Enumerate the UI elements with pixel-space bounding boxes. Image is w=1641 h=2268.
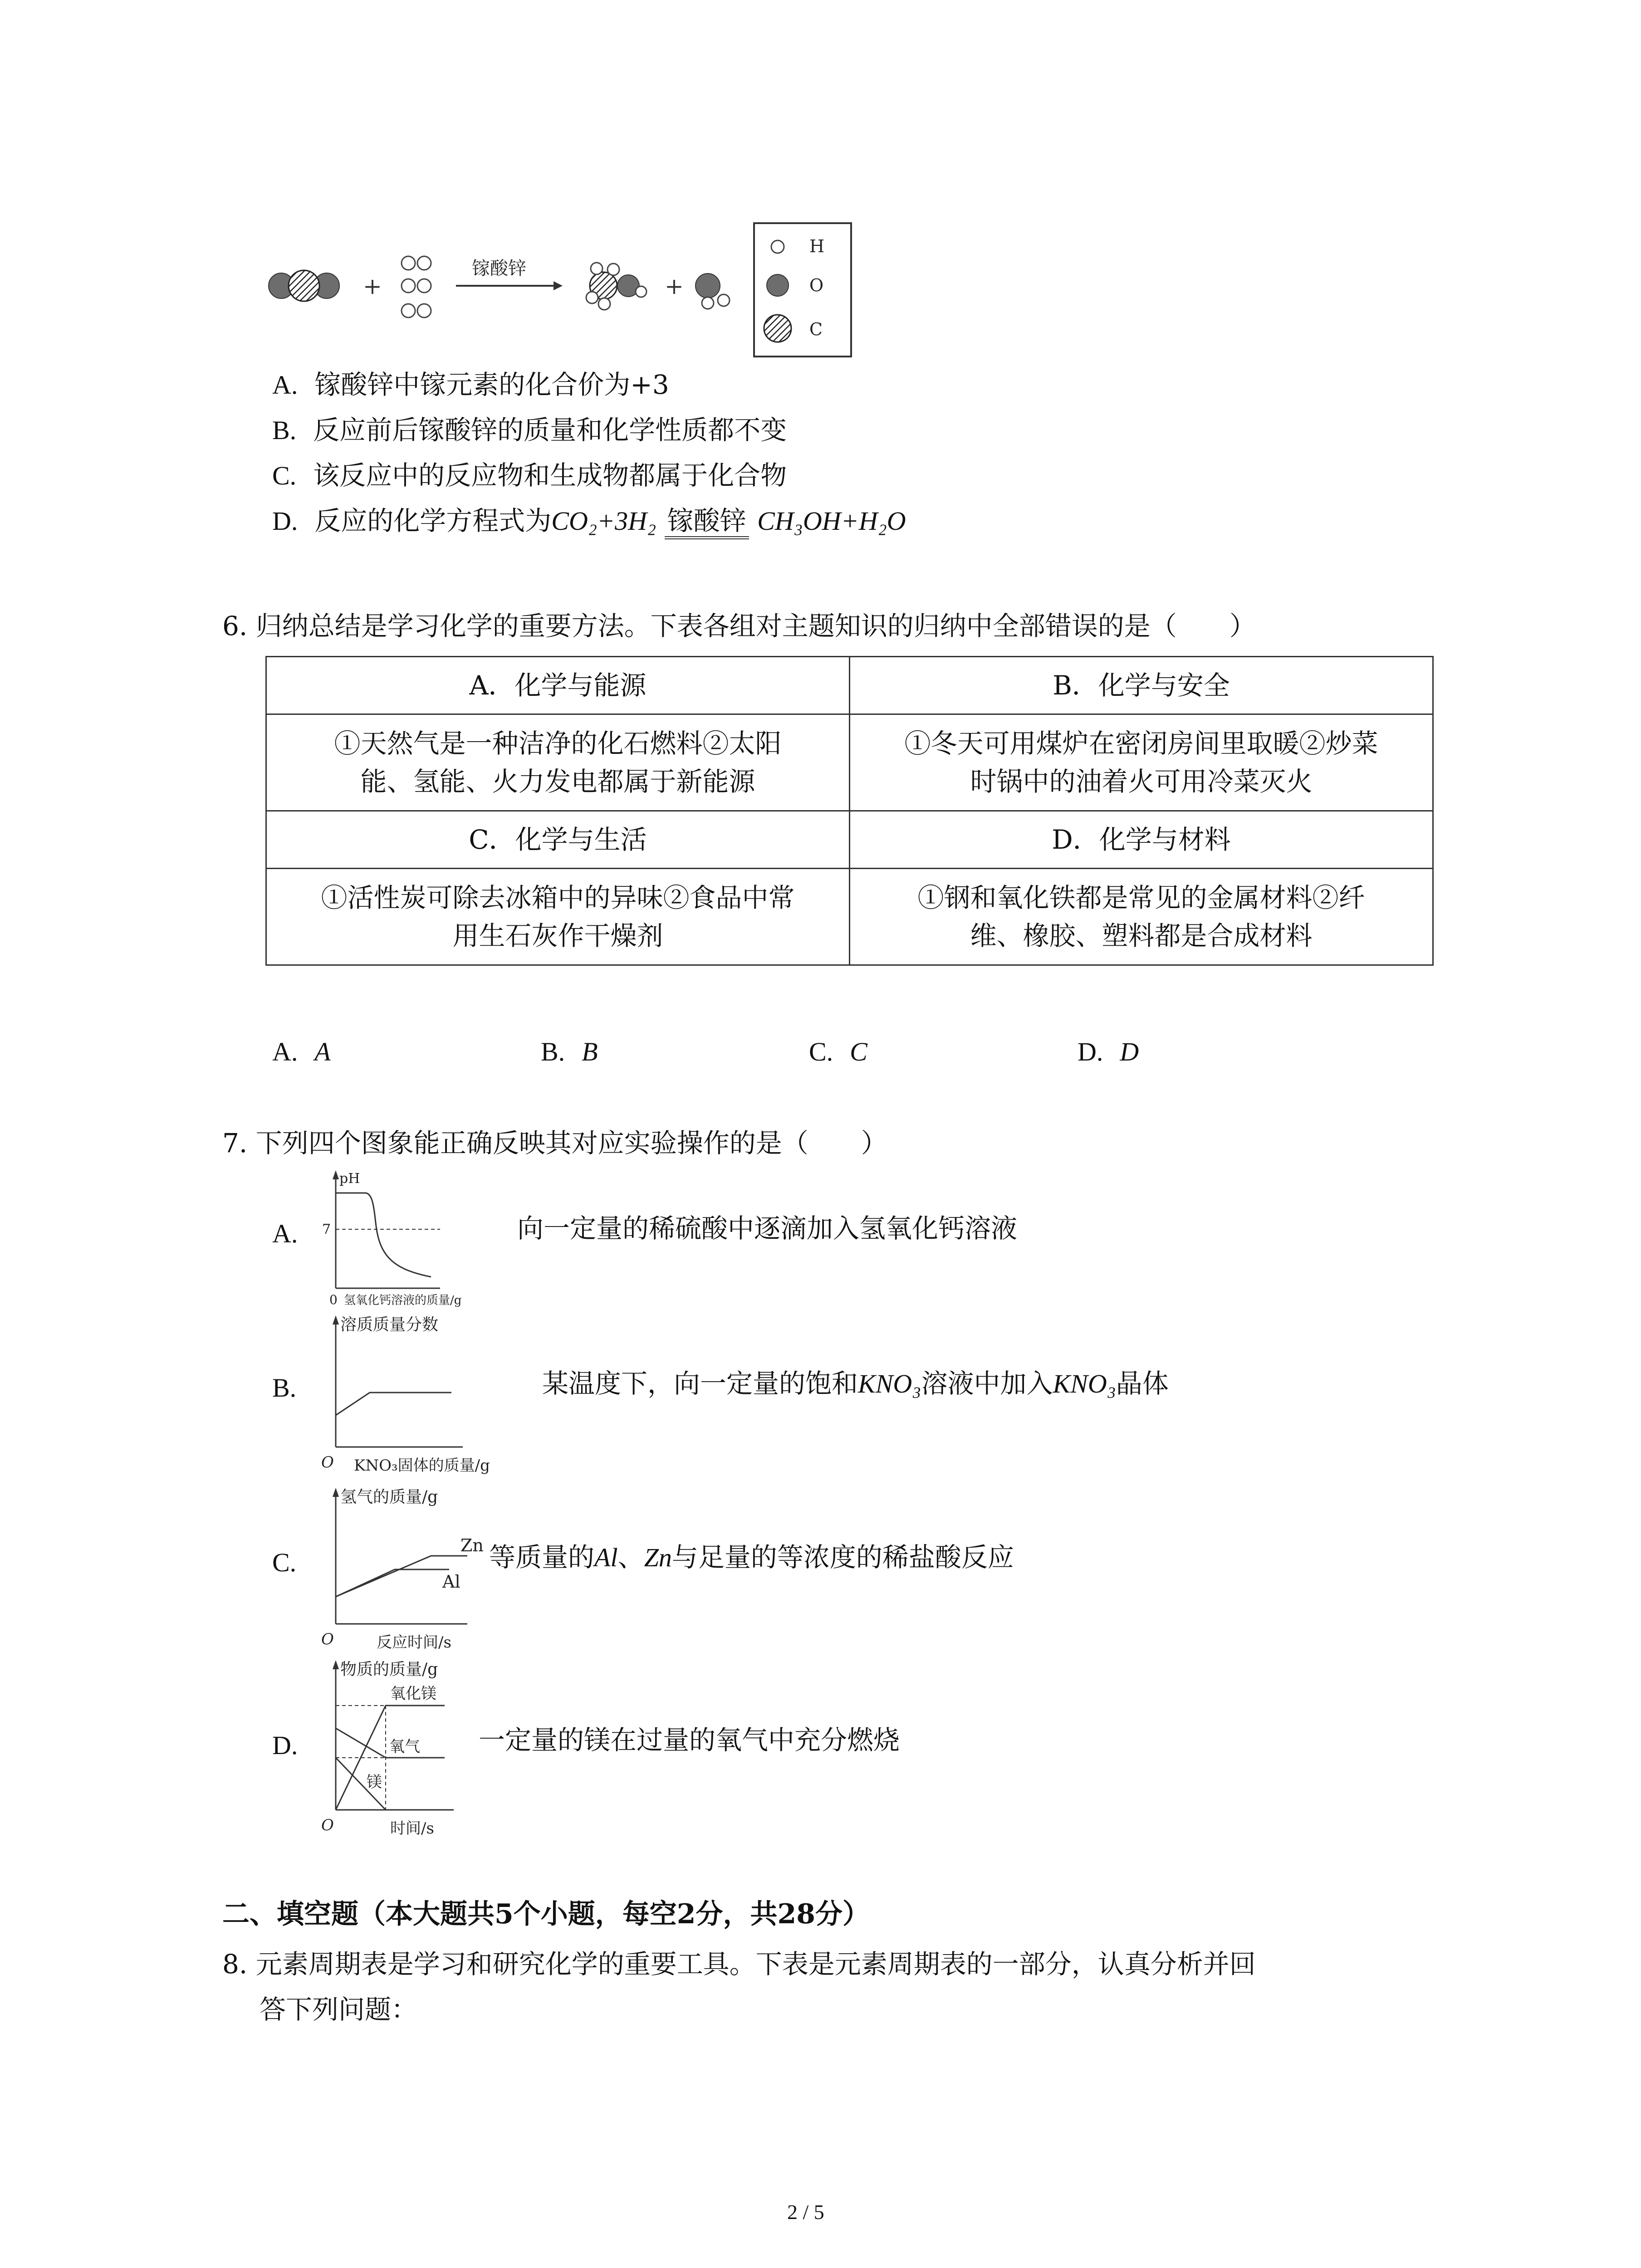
graph-a-xlabel: 氢氧化钙溶液的质量/g: [344, 1294, 462, 1307]
q7-option-c-letter: C.: [272, 1548, 297, 1577]
option-text: 反应的化学方程式为: [314, 505, 552, 536]
ch3oh-molecule-icon: [586, 263, 647, 310]
graph-d-mg-label: 镁: [367, 1773, 382, 1791]
q7-graph-b: [313, 1311, 549, 1474]
graph-b-ylabel: 溶质质量分数: [340, 1315, 439, 1334]
carbon-atom-icon: [764, 315, 791, 342]
choice-letter: D.: [1078, 1037, 1103, 1066]
graph-c-zn-label: Zn: [460, 1535, 484, 1555]
legend-c: C: [809, 319, 823, 339]
choice-letter: C.: [809, 1037, 833, 1066]
q6-choice-c: [809, 1033, 867, 1070]
q5-option-c: [272, 457, 787, 494]
formula-kno3: KNO₃: [1053, 1369, 1116, 1398]
option-text-part: 、: [617, 1542, 644, 1573]
cell-line: ①活性炭可除去冰箱中的异味②食品中常: [321, 882, 795, 913]
cell-line: 维、橡胶、塑料都是合成材料: [970, 920, 1313, 951]
q7-graph-d: [313, 1656, 504, 1837]
cell-line: ①天然气是一种洁净的化石燃料②太阳: [334, 728, 782, 759]
graph-a-ylabel: pH: [339, 1171, 360, 1187]
q5-option-a: [272, 367, 669, 403]
q7-option-a-letter: A.: [272, 1219, 298, 1248]
graph-c-al-line: [336, 1569, 449, 1597]
hydrogen-atom-icon: [771, 240, 784, 253]
cell-line: ①冬天可用煤炉在密闭房间里取暖②炒菜: [904, 728, 1378, 759]
table-cell-a-head: A．化学与能源: [266, 657, 850, 714]
plus-sign-1: +: [363, 273, 382, 299]
option-text: 镓酸锌中镓元素的化合价为+3: [314, 369, 669, 400]
graph-d-o2-label: 氧气: [389, 1738, 420, 1756]
q7-option-b-letter: B.: [272, 1373, 297, 1403]
option-text-part: 晶体: [1116, 1368, 1169, 1399]
h2o-molecule-icon: [696, 274, 730, 309]
graph-c-ylabel: 氢气的质量/g: [340, 1488, 438, 1506]
q7-option-d-text: 一定量的镁在过量的氧气中充分燃烧: [479, 1725, 900, 1755]
table-cell-b-body: [850, 714, 1433, 811]
cell-line: 时锅中的油着火可用冷菜灭火: [970, 766, 1313, 797]
catalyst-label: 镓酸锌: [472, 258, 526, 279]
graph-d-origin: O: [321, 1816, 334, 1834]
page-number: 2 / 5: [787, 2200, 824, 2224]
graph-b-xlabel: KNO₃固体的质量/g: [354, 1457, 490, 1474]
formula-kno3: KNO₃: [858, 1369, 921, 1398]
graph-d-mgo-label: 氧化镁: [390, 1685, 436, 1703]
oxygen-atom-icon: [767, 274, 789, 296]
q7-option-b-text: [542, 1365, 1169, 1402]
formula-al: Al: [594, 1543, 618, 1572]
q6-stem: 6. 归纳总结是学习化学的重要方法。下表各组对主题知识的归纳中全部错误的是（ ）: [222, 611, 1256, 641]
q6-choice-d: [1078, 1033, 1139, 1070]
formula-zn: Zn: [644, 1543, 672, 1572]
graph-d-xlabel: 时间/s: [390, 1819, 434, 1837]
q7-graph-a: [318, 1166, 535, 1311]
graph-b-origin: O: [321, 1453, 334, 1471]
graph-a-ph-curve: [336, 1193, 431, 1277]
option-letter: D.: [272, 506, 298, 536]
plus-sign-2: +: [665, 273, 684, 299]
table-cell-c-head: C．化学与生活: [266, 811, 850, 869]
legend-o: O: [809, 275, 824, 295]
option-text-part: 等质量的: [489, 1542, 595, 1573]
table-cell-a-body: [266, 714, 850, 811]
option-text-part: 某温度下，向一定量的饱和: [542, 1368, 858, 1399]
graph-d-ylabel: 物质的质量/g: [340, 1660, 438, 1679]
q6-choice-b: [541, 1033, 598, 1070]
option-letter: B.: [272, 415, 297, 445]
option-text-part: 与足量的等浓度的稀盐酸反应: [671, 1542, 1014, 1573]
choice-value: A: [314, 1037, 331, 1066]
cell-line: 能、氢能、火力发电都属于新能源: [360, 766, 755, 797]
legend-h: H: [809, 236, 825, 256]
atom-legend: [753, 222, 852, 357]
option-text-part: 溶液中加入: [921, 1368, 1053, 1399]
equation-left: CO₂+3H₂: [551, 506, 656, 536]
option-text: 反应前后镓酸锌的质量和化学性质都不变: [313, 415, 787, 445]
option-letter: A.: [272, 370, 298, 400]
table-cell-d-head: D．化学与材料: [850, 811, 1433, 869]
q8-line-1: 8. 元素周期表是学习和研究化学的重要工具。下表是元素周期表的一部分，认真分析并回: [222, 1949, 1256, 1980]
table-cell-d-body: [850, 869, 1433, 965]
choice-letter: B.: [541, 1037, 565, 1066]
equation-catalyst: 镓酸锌: [665, 505, 749, 539]
q7-stem: 7. 下列四个图象能正确反映其对应实验操作的是（ ）: [222, 1128, 887, 1158]
choice-letter: A.: [272, 1037, 298, 1066]
choice-value: B: [582, 1037, 598, 1066]
graph-b-line: [336, 1393, 451, 1415]
q5-option-d: [272, 503, 906, 539]
h2-molecules-icon: [402, 256, 431, 318]
option-letter: C.: [272, 461, 297, 490]
cell-line: 用生石灰作干燥剂: [452, 920, 663, 951]
q7-option-a-text: 向一定量的稀硫酸中逐滴加入氢氧化钙溶液: [517, 1213, 1018, 1244]
cell-line: ①钢和氧化铁都是常见的金属材料②纤: [917, 882, 1365, 913]
q5-option-b: [272, 412, 787, 449]
table-cell-c-body: [266, 869, 850, 965]
choice-value: D: [1120, 1037, 1139, 1066]
q7-option-c-text: [489, 1539, 1014, 1576]
q8-line-2: 答下列问题：: [260, 1994, 418, 2025]
graph-c-xlabel: 反应时间/s: [377, 1633, 451, 1651]
co2-molecule-icon: [269, 270, 339, 301]
q7-option-d-letter: D.: [272, 1730, 298, 1760]
section-title: 二、填空题（本大题共5个小题，每空2分，共28分）: [222, 1898, 870, 1930]
graph-c-origin: O: [321, 1630, 334, 1648]
graph-a-tick-7: 7: [322, 1222, 331, 1237]
option-text: 该反应中的反应物和生成物都属于化合物: [313, 460, 787, 491]
equation-right: CH₃OH+H₂O: [757, 506, 906, 536]
graph-a-origin: 0: [329, 1292, 338, 1307]
choice-value: C: [850, 1037, 867, 1066]
graph-c-al-label: Al: [442, 1572, 460, 1592]
q6-choice-a: [272, 1033, 331, 1070]
table-cell-b-head: B．化学与安全: [850, 657, 1433, 714]
q6-table: [265, 656, 1434, 966]
